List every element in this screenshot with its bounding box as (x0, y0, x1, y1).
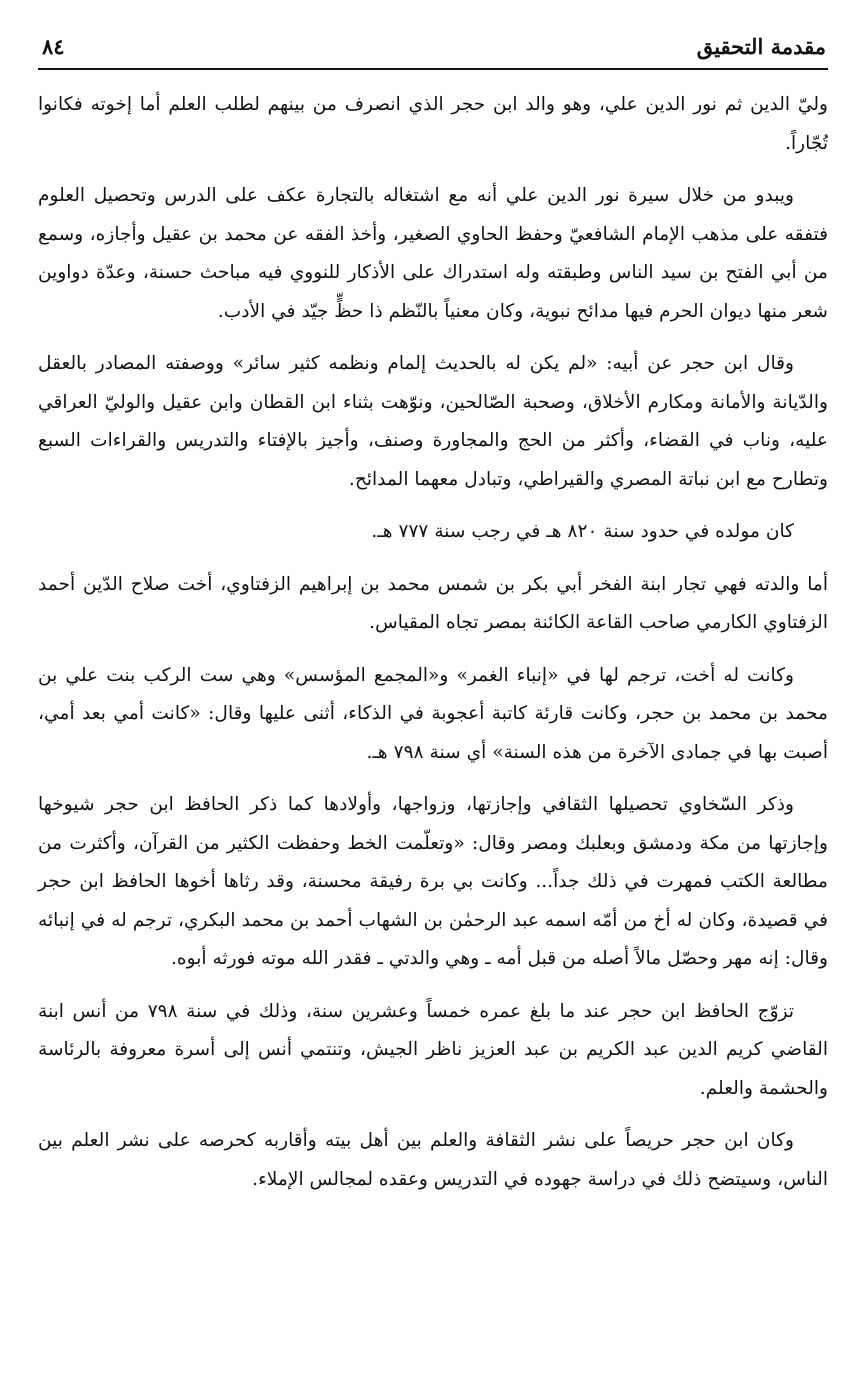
paragraph: وقال ابن حجر عن أبيه: «لم يكن له بالحديث إلمام ونظمه كثير سائر» ووصفته المصادر بالعقل والدّيانة والأمانة ومكارم الأخلاق، وصحبة الصّالحين، ونوّهت بثناء ابن القطان وابن عقيل والوليّ العراقي عليه، وناب في القضاء، وأكثر من الحج والمجاورة وصنف، وأجيز بالإفتاء والتدريس والقراءات السبع وتطارح مع ابن نباتة المصري والقيراطي، وتبادل معهما المدائح. (38, 353, 828, 490)
running-head (38, 30, 828, 70)
section-title: مقدمة التحقيق (696, 34, 826, 59)
paragraph: وليّ الدين ثم نور الدين علي، وهو والد ابن حجر الذي انصرف من بينهم لطلب العلم أما إخوته فكانوا تُجّاراً. (38, 94, 828, 154)
book-page (38, 30, 828, 1350)
body-text (38, 86, 828, 1199)
paragraph: وكانت له أخت، ترجم لها في «إنباء الغمر» و«المجمع المؤسس» وهي ست الركب بنت علي بن محمد بن محمد بن حجر، وكانت قارئة كاتبة أعجوبة في الذكاء، أثنى عليها وقال: «كانت أمي بعد أمي، أصبت بها في جمادى الآخرة من هذه السنة» أي سنة ٧٩٨ هـ. (38, 664, 828, 763)
paragraph: ويبدو من خلال سيرة نور الدين علي أنه مع اشتغاله بالتجارة عكف على الدرس وتحصيل العلوم فتفقه على مذهب الإمام الشافعيّ وحفظ الحاوي الصغير، وأخذ الفقه عن محمد بن عقيل وأجازه، وسمع من أبي الفتح بن سيد الناس وطبقته وله استدراك على الأذكار للنووي فيه مباحث حسنة، وعدّة دواوين شعر منها ديوان الحرم فيها مدائح نبوية، وكان معنياً بالنّظم ذا حظٍّ جيّد في الأدب. (38, 185, 828, 322)
paragraph: وذكر السّخاوي تحصيلها الثقافي وإجازتها، وزواجها، وأولادها كما ذكر الحافظ ابن حجر شيوخها وإجازتها من مكة ودمشق وبعلبك ومصر وقال: «وتعلّمت الخط وحفظت الكثير من القرآن، وأكثرت من مطالعة الكتب فمهرت في ذلك جداً... وكانت بي برة رفيقة محسنة، وقد رثاها أخوها الحافظ ابن حجر في قصيدة، وكان له أخ من أمّه اسمه عبد الرحمٰن بن الشهاب أحمد بن محمد البكري، ترجم له في إنبائه وقال: إنه مهر وحصّل مالاً أصله من قبل أمه ـ وهي والدتي ـ فقدر الله موته فورثه أبوه. (38, 794, 828, 969)
page-number: ٨٤ (42, 34, 65, 59)
paragraph: وكان ابن حجر حريصاً على نشر الثقافة والعلم بين أهل بيته وأقاربه كحرصه على نشر العلم بين الناس، وسيتضح ذلك في دراسة جهوده في التدريس وعقده لمجالس الإملاء. (38, 1130, 828, 1190)
paragraph: تزوّج الحافظ ابن حجر عند ما بلغ عمره خمساً وعشرين سنة، وذلك في سنة ٧٩٨ من أنس ابنة القاضي كريم الدين عبد الكريم بن عبد العزيز ناظر الجيش، وتنتمي أنس إلى أسرة معروفة بالرئاسة والحشمة والعلم. (38, 1000, 828, 1099)
paragraph: أما والدته فهي تجار ابنة الفخر أبي بكر بن شمس محمد بن إبراهيم الزفتاوي، أخت صلاح الدّين أحمد الزفتاوي الكارمي صاحب القاعة الكائنة بمصر تجاه المقياس. (38, 573, 828, 633)
paragraph: كان مولده في حدود سنة ٨٢٠ هـ في رجب سنة ٧٧٧ هـ. (371, 521, 794, 542)
